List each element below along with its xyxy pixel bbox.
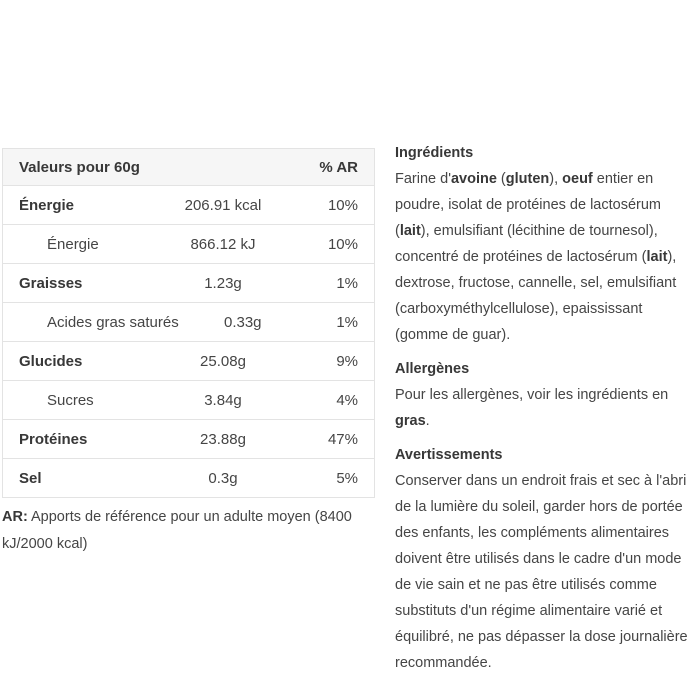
table-row-fat — [3, 263, 374, 302]
row-value: 23.88g — [200, 430, 246, 448]
row-value: 3.84g — [204, 391, 242, 409]
table-row-sugars — [3, 380, 374, 419]
row-ar: 47% — [327, 430, 358, 448]
row-ar: 10% — [327, 196, 358, 214]
table-row-saturated-fat — [3, 302, 374, 341]
table-row-carbs — [3, 341, 374, 380]
row-label: Sel — [19, 469, 42, 487]
row-value: 866.12 kJ — [190, 235, 256, 253]
allergens-heading: Allergènes — [395, 361, 470, 377]
row-label: Graisses — [19, 274, 83, 292]
row-label: Énergie — [19, 196, 75, 214]
row-ar: 1% — [336, 274, 358, 292]
table-row-energy-kj — [3, 224, 374, 263]
row-value: 0.33g — [223, 313, 262, 331]
row-ar: 10% — [327, 235, 358, 253]
row-label: Énergie — [47, 235, 99, 253]
table-row-protein — [3, 419, 374, 458]
table-row-salt — [3, 458, 374, 497]
nutrition-table-header — [3, 149, 374, 185]
row-ar: 9% — [336, 352, 358, 370]
nutrition-table — [2, 148, 375, 498]
allergens-text: Pour les allergènes, voir les ingrédients en gras. — [395, 387, 669, 429]
row-ar: 1% — [336, 313, 358, 331]
row-value: 206.91 kcal — [184, 196, 262, 214]
table-header-label: Valeurs pour 60g — [19, 158, 140, 176]
row-label: Sucres — [47, 391, 94, 409]
row-value: 1.23g — [204, 274, 242, 292]
row-ar: 4% — [336, 391, 358, 409]
row-label: Acides gras saturés — [47, 313, 179, 331]
row-label: Glucides — [19, 352, 83, 370]
table-row-energy-kcal — [3, 185, 374, 224]
row-label: Protéines — [19, 430, 88, 448]
warnings-text: Conserver dans un endroit frais et sec à l'abri de la lumière du soleil, garder hors de portée des enfants, les compléments alimentaires doivent être utilisés dans le cadre d'un mode de vie sain et ne pas être utilisés comme substituts d'un régime alimentaire varié et équilibré, ne pas dépasser la dose journalière recommandée. — [395, 473, 688, 671]
product-info-column — [395, 140, 696, 684]
ar-reference-note: AR: Apports de référence pour un adulte moyen (8400 kJ/2000 kcal) — [2, 509, 352, 552]
table-header-ar: % AR — [319, 158, 358, 176]
row-value: 25.08g — [200, 352, 246, 370]
ingredients-heading: Ingrédients — [395, 145, 474, 161]
row-ar: 5% — [336, 469, 358, 487]
warnings-heading: Avertissements — [395, 447, 503, 463]
ingredients-text: Farine d'avoine (gluten), oeuf entier en poudre, isolat de protéines de lactosérum (lait), emulsifiant (lécithine de tournesol), concentré de protéines de lactosérum (lait), dextrose, fructose, cannelle, sel, emulsifiant (carboxyméthylcellulose), epaississant (gomme de guar). — [395, 171, 677, 343]
row-value: 0.3g — [208, 469, 238, 487]
